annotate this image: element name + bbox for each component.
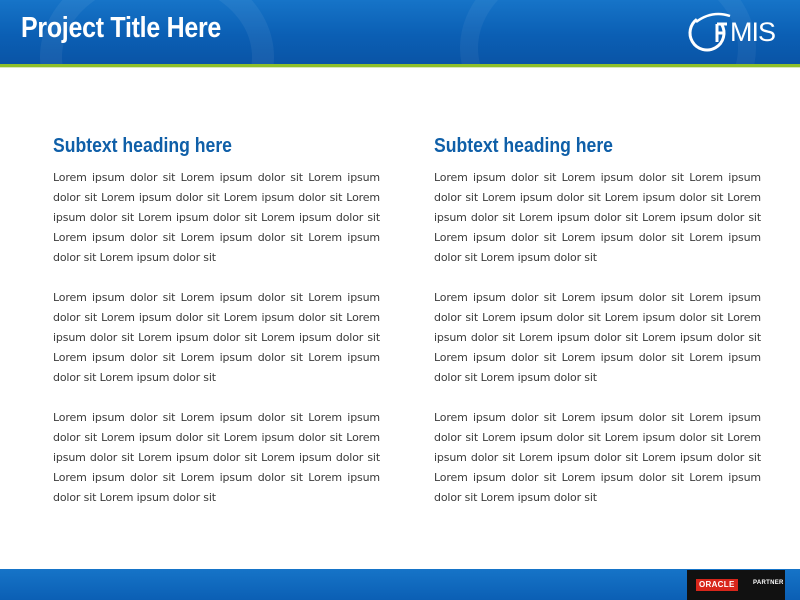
footer-bar [0, 569, 800, 600]
right-column [434, 133, 761, 528]
fmis-logo [686, 8, 796, 56]
oracle-partner-badge [687, 570, 785, 600]
header-bar [0, 0, 800, 64]
logo-wordmark: MIS [730, 17, 776, 47]
paragraph: Lorem ipsum dolor sit Lorem ipsum dolor sit Lorem ipsum dolor sit Lorem ipsum dolor sit Lorem ipsum dolor sit Lorem ipsum dolor sit Lorem ipsum dolor sit Lorem ipsum dolor sit Lorem ipsum dolor sit Lorem ipsum dolor sit Lorem ipsum dolor sit Lorem ipsum dolor sit [434, 171, 761, 264]
page-title: Project Title Here [21, 12, 222, 44]
paragraph: Lorem ipsum dolor sit Lorem ipsum dolor sit Lorem ipsum dolor sit Lorem ipsum dolor sit Lorem ipsum dolor sit Lorem ipsum dolor sit Lorem ipsum dolor sit Lorem ipsum dolor sit Lorem ipsum dolor sit Lorem ipsum dolor sit Lorem ipsum dolor sit Lorem ipsum dolor sit [53, 411, 380, 504]
oracle-logo: ORACLE [696, 579, 738, 591]
paragraph: Lorem ipsum dolor sit Lorem ipsum dolor sit Lorem ipsum dolor sit Lorem ipsum dolor sit Lorem ipsum dolor sit Lorem ipsum dolor sit Lorem ipsum dolor sit Lorem ipsum dolor sit Lorem ipsum dolor sit Lorem ipsum dolor sit Lorem ipsum dolor sit Lorem ipsum dolor sit [53, 291, 380, 384]
subheading-left: Subtext heading here [53, 135, 232, 157]
left-column [53, 133, 380, 528]
subheading-right: Subtext heading here [434, 135, 613, 157]
paragraph: Lorem ipsum dolor sit Lorem ipsum dolor sit Lorem ipsum dolor sit Lorem ipsum dolor sit Lorem ipsum dolor sit Lorem ipsum dolor sit Lorem ipsum dolor sit Lorem ipsum dolor sit Lorem ipsum dolor sit Lorem ipsum dolor sit Lorem ipsum dolor sit Lorem ipsum dolor sit [434, 291, 761, 384]
paragraph: Lorem ipsum dolor sit Lorem ipsum dolor sit Lorem ipsum dolor sit Lorem ipsum dolor sit Lorem ipsum dolor sit Lorem ipsum dolor sit Lorem ipsum dolor sit Lorem ipsum dolor sit Lorem ipsum dolor sit Lorem ipsum dolor sit Lorem ipsum dolor sit Lorem ipsum dolor sit [434, 411, 761, 504]
header-accent-shadow [0, 67, 800, 68]
globe-logo-icon [686, 8, 736, 56]
partner-label: PARTNER [753, 580, 784, 586]
paragraph: Lorem ipsum dolor sit Lorem ipsum dolor sit Lorem ipsum dolor sit Lorem ipsum dolor sit Lorem ipsum dolor sit Lorem ipsum dolor sit Lorem ipsum dolor sit Lorem ipsum dolor sit Lorem ipsum dolor sit Lorem ipsum dolor sit Lorem ipsum dolor sit Lorem ipsum dolor sit [53, 171, 380, 264]
